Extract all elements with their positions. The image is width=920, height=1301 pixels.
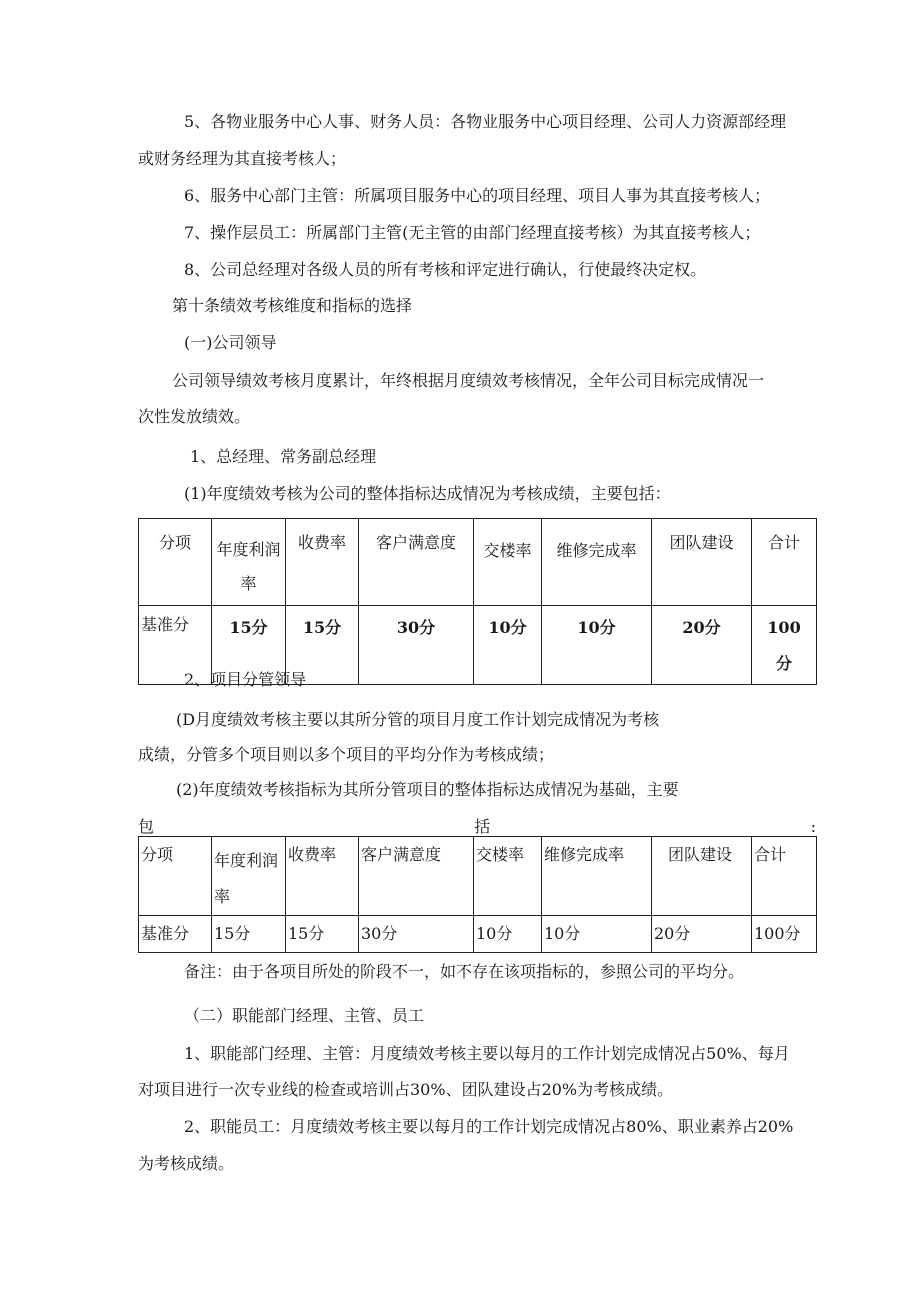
- table-cell: 10分: [474, 916, 542, 953]
- item-heading: 2、项目分管领导: [184, 670, 307, 689]
- table-cell: 10分: [474, 606, 542, 685]
- table-row-label: 基准分: [139, 606, 212, 685]
- table-header-cell: 团队建设: [652, 837, 752, 916]
- text-fragment: 包: [138, 817, 155, 836]
- table-cell: 15分: [286, 606, 359, 685]
- text-fragment: :: [810, 817, 816, 836]
- table-header-cell: 年度利润率: [212, 837, 286, 916]
- text-line: 对项目进行一次专业线的检查或培训占30%、团队建设占20%为考核成绩。: [138, 1080, 674, 1099]
- table-header-cell: 收费率: [286, 519, 359, 606]
- table-header-cell: 分项: [139, 519, 212, 606]
- table-cell: 10分: [542, 916, 652, 953]
- table-header-cell: 维修完成率: [542, 519, 652, 606]
- note-line: 备注：由于各项目所处的阶段不一，如不存在该项指标的，参照公司的平均分。: [184, 962, 745, 981]
- text-line: 次性发放绩效。: [138, 407, 251, 426]
- table-header-cell: 团队建设: [652, 519, 752, 606]
- text-line: 1、职能部门经理、主管：月度绩效考核主要以每月的工作计划完成情况占50%、每月: [184, 1044, 790, 1063]
- subsection-heading: (一)公司领导: [184, 333, 277, 352]
- indicator-table-1: [138, 518, 817, 685]
- table-header-cell: 合计: [752, 837, 817, 916]
- table-header-cell: 分项: [139, 837, 212, 916]
- table-cell: 10分: [542, 606, 652, 685]
- text-line: 2、职能员工：月度绩效考核主要以每月的工作计划完成情况占80%、职业素养占20%: [184, 1117, 794, 1136]
- table-header-cell: 交楼率: [474, 837, 542, 916]
- table-cell: 100分: [752, 606, 817, 685]
- table-header-row: [139, 837, 817, 916]
- table-header-cell: 维修完成率: [542, 837, 652, 916]
- text-fragment: 括: [474, 817, 491, 836]
- table-cell: 15分: [212, 606, 286, 685]
- text-line: 或财务经理为其直接考核人；: [138, 149, 347, 168]
- text-line: 7、操作层员工：所属部门主管(无主管的由部门经理直接考核）为其直接考核人；: [184, 223, 761, 242]
- item-heading: 1、总经理、常务副总经理: [190, 447, 377, 466]
- text-line: (1)年度绩效考核为公司的整体指标达成情况为考核成绩，主要包括：: [184, 484, 671, 503]
- table-cell: 15分: [212, 916, 286, 953]
- table-row: [139, 916, 817, 953]
- table-cell: 30分: [359, 606, 474, 685]
- table-header-cell: 合计: [752, 519, 817, 606]
- table-header-cell: 客户满意度: [359, 837, 474, 916]
- text-line: 为考核成绩。: [138, 1154, 235, 1173]
- table-header-cell: 年度利润率: [212, 519, 286, 606]
- indicator-table-2: [138, 836, 817, 953]
- text-line: 8、公司总经理对各级人员的所有考核和评定进行确认，行使最终决定权。: [184, 260, 707, 279]
- table-header-cell: 收费率: [286, 837, 359, 916]
- text-line: (2)年度绩效考核指标为其所分管项目的整体指标达成情况为基础，主要: [176, 780, 679, 799]
- table-cell: 30分: [359, 916, 474, 953]
- subsection-heading: （二）职能部门经理、主管、员工: [184, 1006, 425, 1025]
- justified-line: [138, 817, 816, 837]
- text-line: 6、服务中心部门主管：所属项目服务中心的项目经理、项目人事为其直接考核人；: [184, 186, 771, 205]
- table-cell: 20分: [652, 916, 752, 953]
- text-line: 5、各物业服务中心人事、财务人员：各物业服务中心项目经理、公司人力资源部经理: [184, 112, 787, 131]
- text-line: 成绩，分管多个项目则以多个项目的平均分作为考核成绩；: [138, 745, 555, 764]
- section-heading: 第十条绩效考核维度和指标的选择: [172, 296, 413, 315]
- table-cell: 100分: [752, 916, 817, 953]
- table-header-cell: 交楼率: [474, 519, 542, 606]
- table-header-cell: 客户满意度: [359, 519, 474, 606]
- table-cell: 15分: [286, 916, 359, 953]
- table-row-label: 基准分: [139, 916, 212, 953]
- table-header-row: [139, 519, 817, 606]
- text-line: (D月度绩效考核主要以其所分管的项目月度工作计划完成情况为考核: [176, 710, 660, 729]
- text-line: 公司领导绩效考核月度累计，年终根据月度绩效考核情况，全年公司目标完成情况一: [172, 371, 765, 390]
- table-cell: 20分: [652, 606, 752, 685]
